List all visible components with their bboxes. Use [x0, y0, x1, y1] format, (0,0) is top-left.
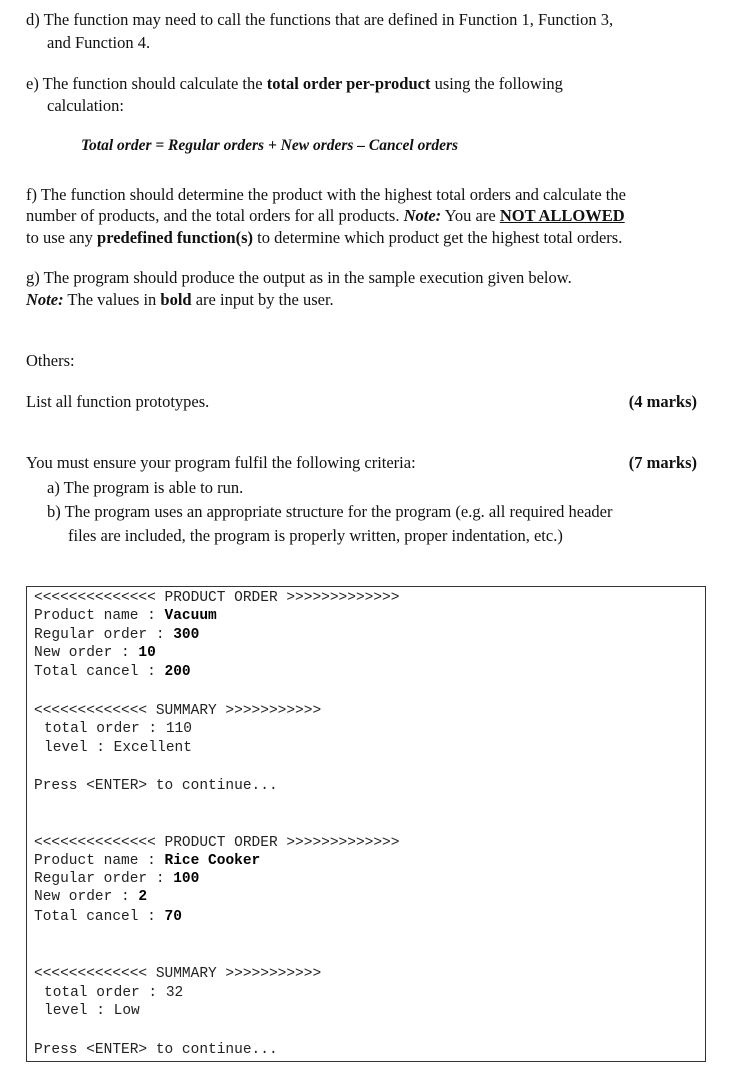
regular-order-line: [34, 627, 199, 643]
item-e-line1: [26, 74, 563, 94]
summary-level: level : Excellent: [44, 740, 192, 756]
regular-order-label: Regular order :: [34, 871, 174, 887]
summary-total-order: total order : 110: [44, 721, 192, 737]
total-cancel-label: Total cancel :: [34, 664, 165, 680]
product-name-line: [34, 853, 260, 869]
item-e-bold: total order per-product: [266, 74, 431, 93]
product-name-line: [34, 608, 217, 624]
product-name-label: Product name :: [34, 853, 165, 869]
regular-order-value: 100: [173, 871, 200, 887]
item-f-line2: [26, 206, 625, 226]
formula: Total order = Regular orders + New orders – Cancel orders: [81, 137, 459, 154]
regular-order-line: [34, 871, 199, 887]
note-label: Note:: [403, 206, 442, 225]
item-f-line3: [26, 228, 622, 248]
summary-total-order: total order : 32: [44, 985, 184, 1001]
new-order-value: 2: [138, 889, 148, 905]
criteria-a: a) The program is able to run.: [47, 478, 244, 497]
total-cancel-label: Total cancel :: [34, 909, 165, 925]
product-order-header: <<<<<<<<<<<<<< PRODUCT ORDER >>>>>>>>>>>>>: [34, 835, 400, 851]
regular-order-value: 300: [173, 627, 200, 643]
new-order-line: [34, 889, 147, 905]
summary-header: <<<<<<<<<<<<< SUMMARY >>>>>>>>>>>: [34, 703, 322, 719]
summary-level: level : Low: [44, 1003, 140, 1019]
item-f-line3-prefix: to use any: [26, 228, 98, 247]
press-enter-prompt: Press <ENTER> to continue...: [34, 778, 278, 794]
total-cancel-line: [34, 664, 191, 680]
total-cancel-line: [34, 909, 182, 925]
regular-order-label: Regular order :: [34, 627, 174, 643]
criteria-intro: You must ensure your program fulfil the following criteria:: [26, 453, 416, 472]
item-f-line1: f) The function should determine the product with the highest total orders and calculate the: [26, 185, 626, 204]
item-e-line2: calculation:: [47, 96, 124, 115]
not-allowed: NOT ALLOWED: [499, 206, 625, 225]
new-order-label: New order :: [34, 889, 139, 905]
item-f-line2-mid: You are: [441, 206, 500, 225]
item-g-line2-suffix: are input by the user.: [191, 290, 334, 309]
item-f-line2-prefix: number of products, and the total orders for all products.: [26, 206, 404, 225]
note-label: Note:: [26, 290, 64, 309]
new-order-line: [34, 645, 156, 661]
item-d-line2: and Function 4.: [47, 33, 151, 52]
product-name-value: Vacuum: [164, 608, 217, 624]
summary-header: <<<<<<<<<<<<< SUMMARY >>>>>>>>>>>: [34, 966, 322, 982]
product-name-label: Product name :: [34, 608, 165, 624]
criteria-marks: (7 marks): [628, 453, 697, 472]
item-f-line3-suffix: to determine which product get the highest total orders.: [253, 228, 623, 247]
item-g-line2-prefix: The values in: [63, 290, 161, 309]
item-f-line3-bold: predefined function(s): [97, 228, 254, 247]
press-enter-prompt: Press <ENTER> to continue...: [34, 1042, 278, 1058]
criteria-b2: files are included, the program is properly written, proper indentation, etc.): [68, 526, 563, 545]
new-order-label: New order :: [34, 645, 139, 661]
item-g-line1: g) The program should produce the output as in the sample execution given below.: [26, 268, 572, 287]
others-marks: (4 marks): [628, 392, 697, 411]
item-g-line2: [26, 290, 334, 310]
product-name-value: Rice Cooker: [164, 853, 261, 869]
product-order-header: <<<<<<<<<<<<<< PRODUCT ORDER >>>>>>>>>>>>>: [34, 590, 400, 606]
criteria-b1: b) The program uses an appropriate structure for the program (e.g. all required header: [47, 502, 613, 521]
item-d-line1: d) The function may need to call the functions that are defined in Function 1, Function 3,: [26, 10, 614, 29]
total-cancel-value: 70: [164, 909, 182, 925]
new-order-value: 10: [138, 645, 156, 661]
others-heading: Others:: [26, 351, 75, 370]
item-g-line2-bold: bold: [160, 290, 192, 309]
total-cancel-value: 200: [164, 664, 191, 680]
item-e-suffix: using the following: [430, 74, 563, 93]
others-item: List all function prototypes.: [26, 392, 210, 411]
item-e-prefix: e) The function should calculate the: [26, 74, 267, 93]
